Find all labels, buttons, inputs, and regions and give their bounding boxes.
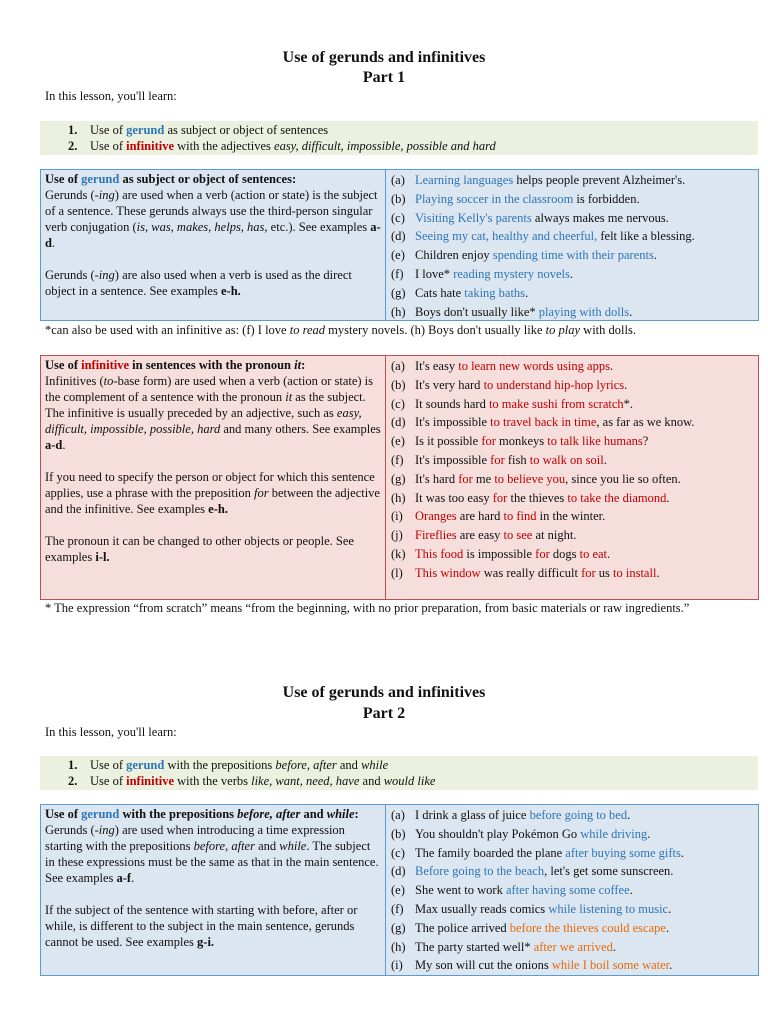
example-item (391, 265, 753, 284)
example-text: It sounds hard to make sushi from scratch*. (415, 396, 634, 411)
example-label: (b) (391, 826, 406, 841)
example-label: (d) (391, 229, 406, 244)
example-label: (f) (391, 266, 404, 281)
goal-text: Use of infinitive with the verbs like, want, need, have and would like (90, 774, 436, 788)
example-item (391, 246, 753, 265)
example-item (391, 432, 753, 451)
example-label: (g) (391, 920, 406, 935)
goal-item (68, 773, 758, 789)
example-text: This food is impossible for dogs to eat. (415, 546, 611, 561)
infinitive-rule-heading: Use of infinitive in sentences with the pronoun it: (45, 358, 306, 372)
gerund-rule-heading: Use of gerund as subject or object of sentences: (45, 172, 297, 186)
gerund-rule-para: Gerunds (-ing) are used when a verb (action or state) is the subject of a sentence. These gerunds always use the third-person singular verb conjugation (is, was, makes, helps, has, etc.). See examples a-d. (45, 188, 381, 250)
example-item (391, 900, 753, 919)
example-label: (d) (391, 864, 406, 879)
example-item (391, 284, 753, 303)
infinitive-it-box (40, 355, 759, 600)
example-text: Max usually reads comics while listening to music. (415, 901, 672, 916)
example-item (391, 227, 753, 246)
example-label: (e) (391, 883, 405, 898)
gerund-prep-rules (41, 805, 386, 975)
example-text: Fireflies are easy to see at night. (415, 528, 577, 543)
example-label: (f) (391, 452, 404, 467)
example-item (391, 564, 753, 583)
example-label: (i) (391, 509, 403, 524)
gerund-prep-heading: Use of gerund with the prepositions before, after and while: (45, 807, 359, 821)
goal-number: 1. (68, 123, 78, 137)
example-item (391, 451, 753, 470)
infinitive-examples (386, 356, 758, 599)
example-text: The party started well* after we arrived. (415, 939, 616, 954)
example-item (391, 376, 753, 395)
example-text: Seeing my cat, healthy and cheerful, felt like a blessing. (415, 229, 695, 244)
goal-text: Use of gerund with the prepositions before, after and while (90, 758, 389, 772)
example-item (391, 844, 753, 863)
example-label: (a) (391, 359, 405, 373)
example-item (391, 489, 753, 508)
example-label: (g) (391, 285, 406, 300)
part1-title: Use of gerunds and infinitives (282, 49, 486, 66)
example-label: (c) (391, 210, 405, 225)
example-label: (a) (391, 808, 405, 822)
example-text: Before going to the beach, let's get some sunscreen. (415, 864, 674, 879)
example-text: This window was really difficult for us to install. (415, 565, 660, 580)
goal-text: Use of infinitive with the adjectives easy, difficult, impossible, possible and hard (90, 139, 496, 153)
gerund-prep-para: If the subject of the sentence with starting with before, after or while, is different to the subject in the main sentence, gerunds cannot be used. See examples g-i. (45, 903, 358, 949)
example-text: I drink a glass of juice before going to bed. (415, 808, 631, 822)
gerund-prep-para: Gerunds (-ing) are used when introducing a time expression starting with the prepositions before, after and while. The subject in these expressions must be the same as that in the main sentence. See examples a-f. (45, 823, 379, 885)
example-item (391, 919, 753, 938)
example-item (391, 413, 753, 432)
gerund-rules (41, 170, 386, 320)
example-label: (h) (391, 939, 406, 954)
part2-title: Use of gerunds and infinitives (282, 684, 486, 701)
example-item (391, 507, 753, 526)
example-text: Children enjoy spending time with their parents. (415, 248, 657, 263)
gerund-subject-box (40, 169, 759, 321)
part2-goals (40, 756, 758, 790)
goal-item (68, 122, 758, 138)
gerund-prep-examples (386, 805, 758, 975)
example-label: (a) (391, 173, 405, 187)
example-label: (h) (391, 304, 406, 319)
example-label: (g) (391, 471, 406, 486)
infinitive-rule-para: The pronoun it can be changed to other objects or people. See examples i-l. (45, 534, 354, 564)
example-label: (c) (391, 396, 405, 411)
example-text: It's impossible for fish to walk on soil. (415, 452, 607, 467)
example-text: The family boarded the plane after buying some gifts. (415, 845, 685, 860)
example-item (391, 938, 753, 957)
example-label: (f) (391, 901, 404, 916)
example-label: (h) (391, 490, 406, 505)
part2-intro: In this lesson, you'll learn: (45, 725, 177, 739)
gerund-footnote: *can also be used with an infinitive as: (f) I love to read mystery novels. (h) Boys don't usually like to play with dolls. (45, 323, 636, 337)
example-label: (b) (391, 377, 406, 392)
goal-text: Use of gerund as subject or object of sentences (90, 123, 329, 137)
example-item (391, 395, 753, 414)
example-item (391, 806, 753, 825)
example-label: (k) (391, 546, 406, 561)
example-item (391, 303, 753, 322)
goal-item (68, 757, 758, 773)
goal-item (68, 138, 758, 154)
part1-intro: In this lesson, you'll learn: (45, 89, 177, 103)
example-item (391, 190, 753, 209)
example-label: (e) (391, 434, 405, 449)
example-text: Oranges are hard to find in the winter. (415, 509, 606, 524)
gerund-examples (386, 170, 758, 320)
goal-number: 2. (68, 774, 78, 788)
example-item (391, 357, 753, 376)
example-text: Playing soccer in the classroom is forbidden. (415, 191, 640, 206)
example-label: (l) (391, 565, 403, 580)
gerund-prepositions-box (40, 804, 759, 976)
example-text: I love* reading mystery novels. (415, 266, 573, 281)
infinitive-rule-para: Infinitives (to-base form) are used when a verb (action or state) is the complement of a sentence with the pronoun it as the subject. The infinitive is usually preceded by an adjective, such as easy, difficult, impossible, possible, hard and many others. See examples a-d. (45, 374, 381, 452)
example-item (391, 209, 753, 228)
example-label: (e) (391, 248, 405, 263)
example-item (391, 825, 753, 844)
part1-subtitle: Part 1 (362, 69, 406, 86)
infinitive-rule-para: If you need to specify the person or object for which this sentence applies, use a phrase with the preposition for between the adjective and the infinitive. See examples e-h. (45, 470, 380, 516)
example-text: It's hard for me to believe you, since you lie so often. (415, 471, 681, 486)
example-item (391, 526, 753, 545)
infinitive-rules (41, 356, 386, 599)
example-item (391, 956, 753, 975)
part2-subtitle: Part 2 (362, 705, 406, 722)
part1-goals (40, 121, 758, 155)
example-text: My son will cut the onions while I boil some water. (415, 958, 673, 973)
example-label: (c) (391, 845, 405, 860)
gerund-rule-para: Gerunds (-ing) are also used when a verb is used as the direct object in a sentence. See examples e-h. (45, 268, 352, 298)
example-text: Visiting Kelly's parents always makes me nervous. (415, 210, 669, 225)
example-text: It's impossible to travel back in time, as far as we know. (415, 415, 695, 430)
example-text: It was too easy for the thieves to take the diamond. (415, 490, 670, 505)
goal-number: 1. (68, 758, 78, 772)
example-text: Boys don't usually like* playing with dolls. (415, 304, 633, 319)
example-item (391, 171, 753, 190)
example-item (391, 545, 753, 564)
example-text: You shouldn't play Pokémon Go while driving. (415, 826, 651, 841)
example-text: It's very hard to understand hip-hop lyrics. (415, 377, 628, 392)
example-item (391, 862, 753, 881)
example-item (391, 470, 753, 489)
example-label: (b) (391, 191, 406, 206)
scratch-footnote: * The expression “from scratch” means “from the beginning, with no prior preparation, from basic materials or raw ingredients.” (45, 601, 690, 615)
example-text: Is it possible for monkeys to talk like humans? (415, 434, 649, 449)
example-item (391, 881, 753, 900)
example-text: The police arrived before the thieves could escape. (415, 920, 670, 935)
example-label: (j) (391, 528, 403, 543)
example-text: She went to work after having some coffee. (415, 883, 633, 898)
example-text: It's easy to learn new words using apps. (415, 359, 614, 373)
example-text: Learning languages helps people prevent Alzheimer's. (415, 173, 686, 187)
example-label: (d) (391, 415, 406, 430)
goal-number: 2. (68, 139, 78, 153)
example-label: (i) (391, 958, 403, 973)
example-text: Cats hate taking baths. (415, 285, 529, 300)
